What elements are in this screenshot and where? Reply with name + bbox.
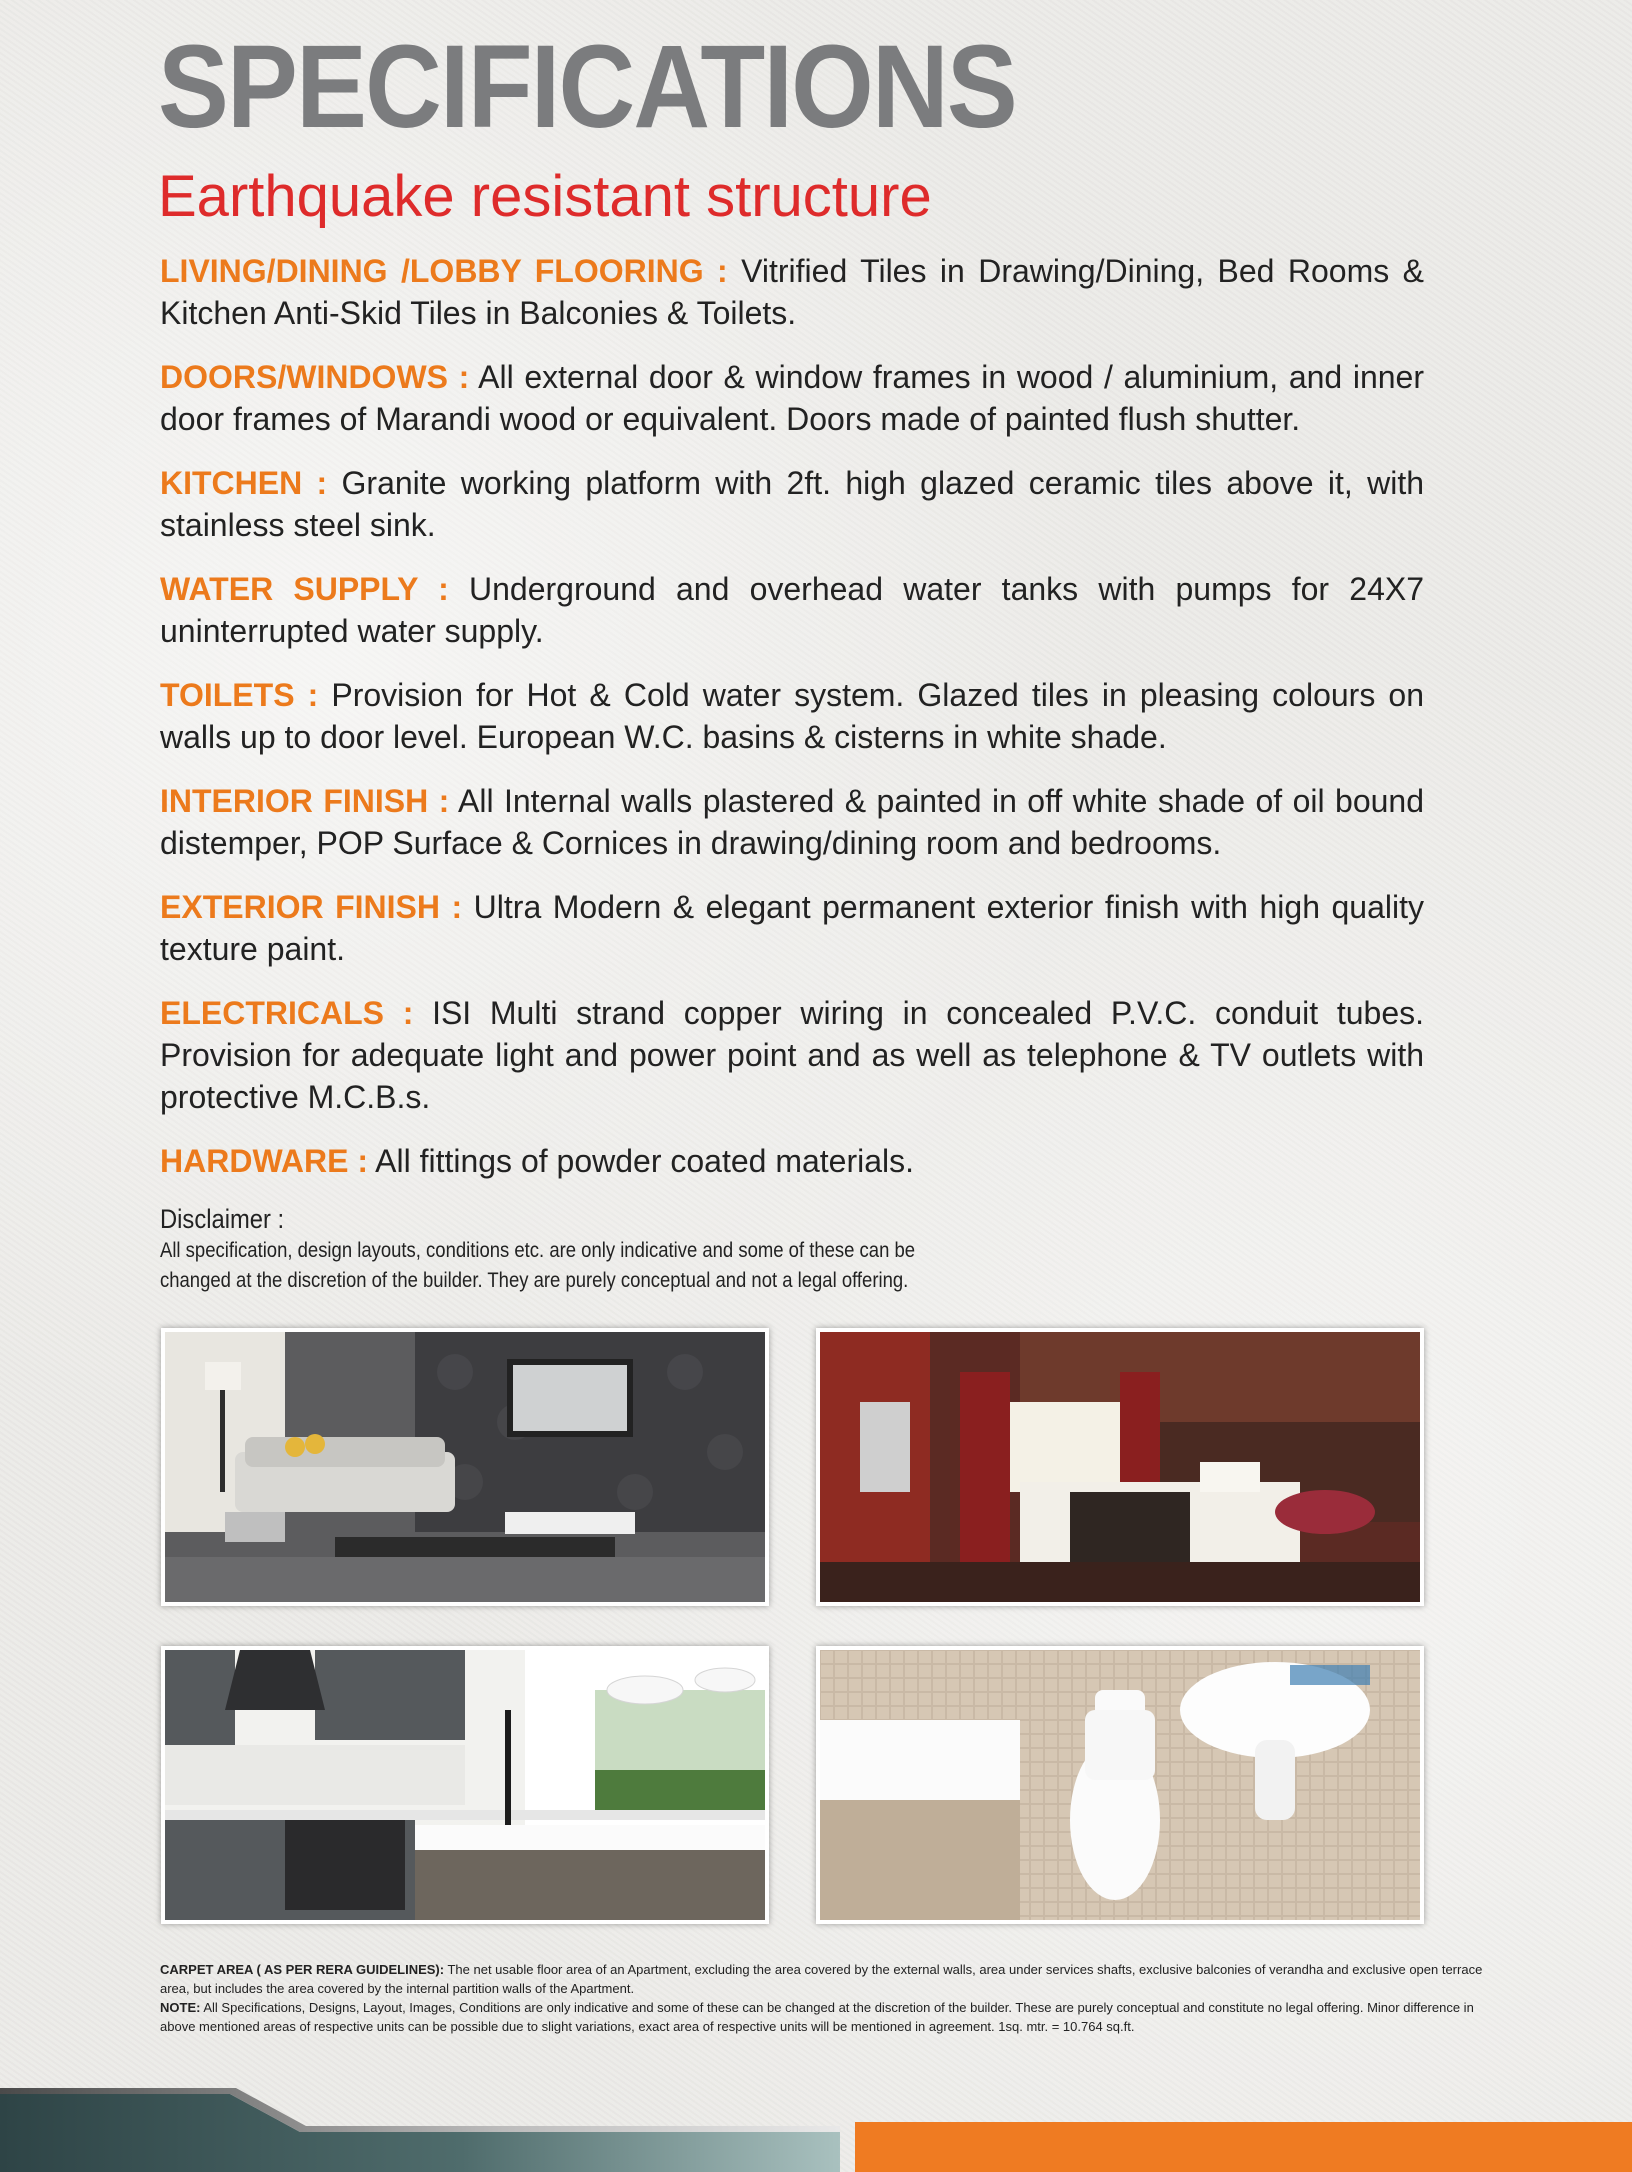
footer-orange-band (855, 2122, 1632, 2172)
note-text: All Specifications, Designs, Layout, Images, Conditions are only indicative and some of these can be changed at the discretion of the builder. These are purely conceptual and constitute no legal offering. Minor difference in above mentioned areas of respective units can be possible due to slight variations, exact area of respective units will be mentioned in agreement. 1sq. mtr. = 10.764 sq.ft. (160, 2000, 1474, 2034)
note-label: NOTE: (160, 2000, 201, 2015)
disclaimer-line: changed at the discretion of the builder. They are purely conceptual and not a legal offering. (160, 1269, 909, 1292)
spec-text: Granite working platform with 2ft. high glazed ceramic tiles above it, with stainless steel sink. (160, 465, 1425, 543)
spec-water-supply (160, 568, 1424, 652)
spec-label: INTERIOR FINISH : (160, 783, 450, 819)
footer-teal-band (0, 2082, 840, 2172)
spec-text: ISI Multi strand copper wiring in concealed P.V.C. conduit tubes. Provision for adequate light and power point and as well as telephone & TV outlets with protective M.C.B.s. (160, 995, 1424, 1115)
general-note (160, 1998, 1490, 2036)
spec-text: Provision for Hot & Cold water system. Glazed tiles in pleasing colours on walls up to door level. European W.C. basins & cisterns in white shade. (160, 677, 1425, 755)
specifications-list (160, 250, 1424, 1204)
disclaimer-heading: Disclaimer : (160, 1204, 285, 1234)
spec-text: Vitrified Tiles in Drawing/Dining, Bed Rooms & Kitchen Anti-Skid Tiles in Balconies & Toilets. (160, 253, 1425, 331)
spec-text: All fittings of powder coated materials. (375, 1143, 915, 1179)
disclaimer-line: All specification, design layouts, conditions etc. are only indicative and some of these can be (160, 1239, 916, 1262)
spec-flooring (160, 250, 1424, 334)
disclaimer (160, 1202, 1060, 1296)
spec-kitchen (160, 462, 1424, 546)
footnote (160, 1960, 1490, 2036)
spec-label: HARDWARE : (160, 1143, 368, 1179)
spec-label: KITCHEN : (160, 465, 328, 501)
bedroom-photo (816, 1328, 1424, 1606)
spec-electricals (160, 992, 1424, 1118)
spec-text: All external door & window frames in wood / aluminium, and inner door frames of Marandi wood or equivalent. Doors made of painted flush shutter. (160, 359, 1425, 437)
kitchen-photo (161, 1646, 769, 1924)
spec-label: WATER SUPPLY : (160, 571, 449, 607)
spec-toilets (160, 674, 1424, 758)
carpet-area-text: The net usable floor area of an Apartment, excluding the area covered by the external walls, area under services shafts, exclusive balconies of verandha and exclusive open terrace area, but includes the area covered by the internal partition walls of the Apartment. (160, 1962, 1483, 1996)
spec-label: EXTERIOR FINISH : (160, 889, 463, 925)
page-title: SPECIFICATIONS (158, 21, 1016, 153)
carpet-area-label: CARPET AREA ( AS PER RERA GUIDELINES): (160, 1962, 445, 1977)
bathroom-photo (816, 1646, 1424, 1924)
spec-text: Ultra Modern & elegant permanent exterior finish with high quality texture paint. (160, 889, 1424, 967)
spec-text: Underground and overhead water tanks with pumps for 24X7 uninterrupted water supply. (160, 571, 1425, 649)
spec-label: ELECTRICALS : (160, 995, 414, 1031)
spec-text: All Internal walls plastered & painted in off white shade of oil bound distemper, POP Surface & Cornices in drawing/dining room and bedrooms. (160, 783, 1425, 861)
carpet-area-note (160, 1960, 1490, 1998)
spec-interior-finish (160, 780, 1424, 864)
spec-doors-windows (160, 356, 1424, 440)
page-subtitle: Earthquake resistant structure (158, 164, 932, 229)
living-room-photo (161, 1328, 769, 1606)
spec-label: DOORS/WINDOWS : (160, 359, 470, 395)
spec-label: LIVING/DINING /LOBBY FLOORING : (160, 253, 728, 289)
spec-label: TOILETS : (160, 677, 319, 713)
spec-hardware (160, 1140, 1424, 1182)
spec-exterior-finish (160, 886, 1424, 970)
